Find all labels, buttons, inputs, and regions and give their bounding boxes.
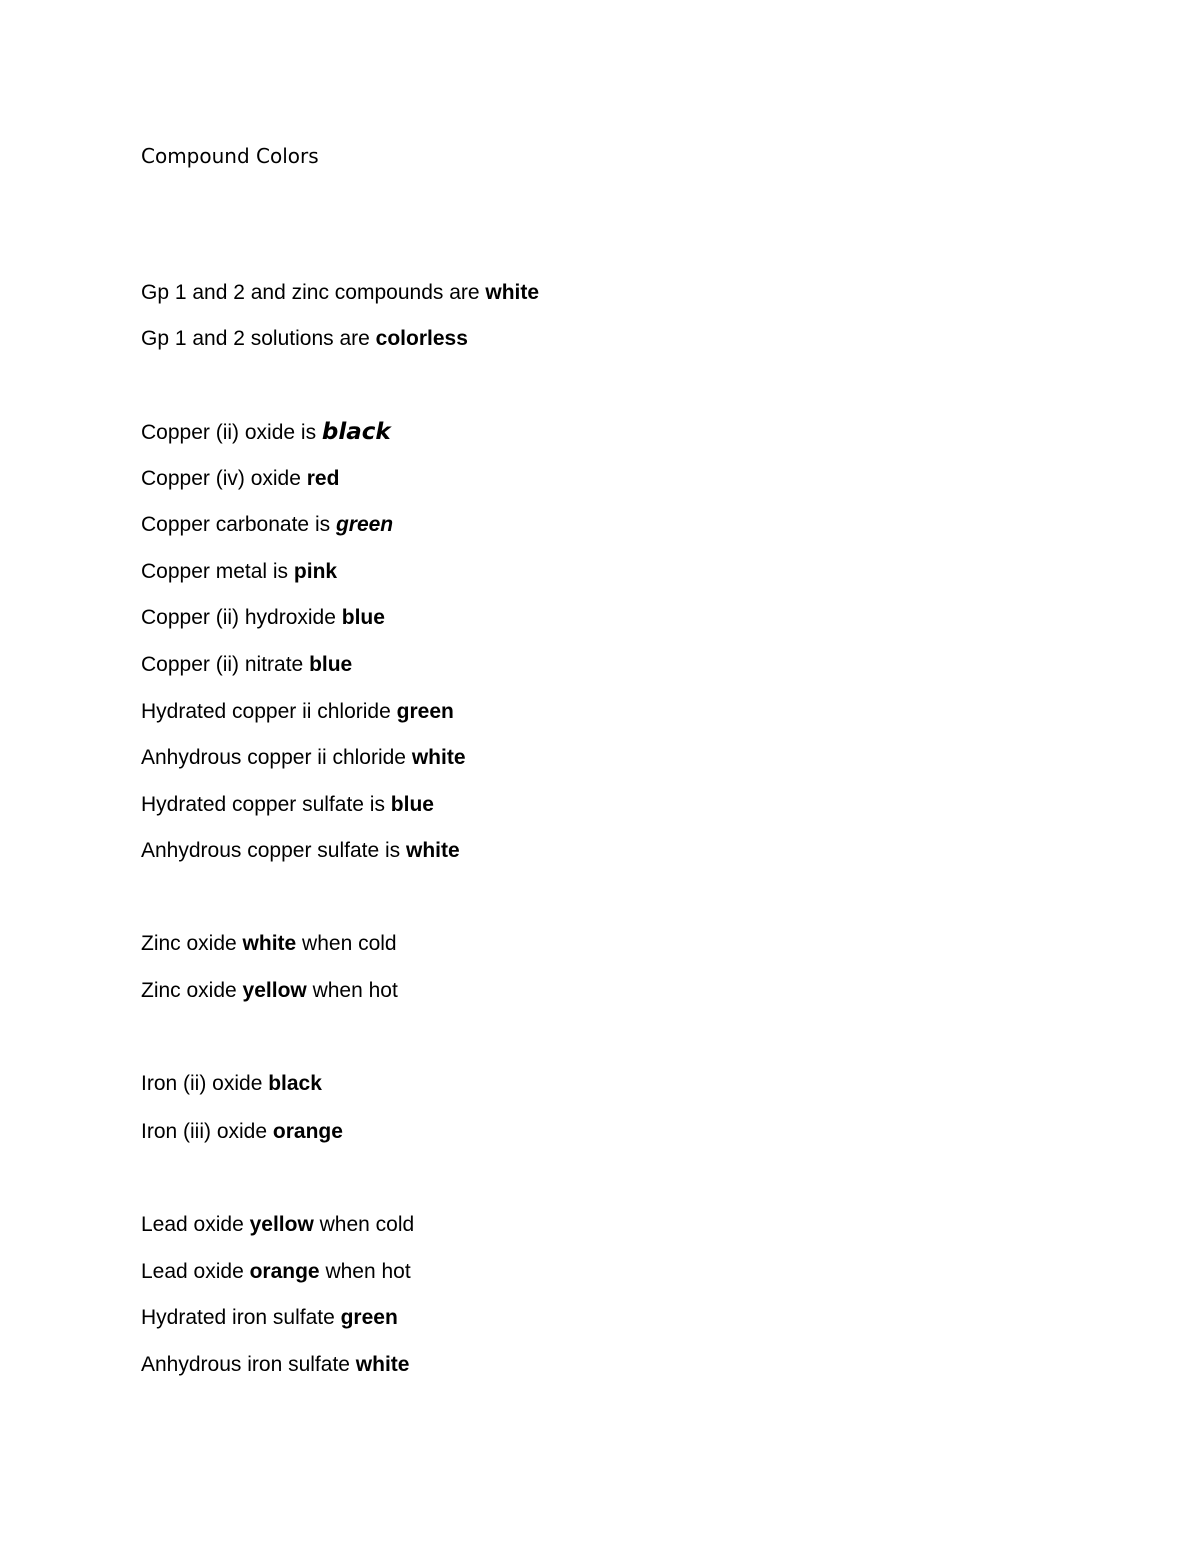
line-text: Copper carbonate is [141, 513, 336, 536]
color-word: white [355, 1353, 410, 1376]
line-text: Copper (ii) oxide is [141, 421, 322, 444]
text-line [141, 1351, 409, 1379]
line-text: Gp 1 and 2 solutions are [141, 327, 376, 350]
text-line [141, 1211, 414, 1239]
color-word: pink [293, 560, 338, 583]
text-line [141, 1070, 322, 1098]
color-word: black [268, 1072, 322, 1095]
color-word: green [396, 700, 454, 723]
color-word: orange [272, 1120, 343, 1143]
text-line [141, 325, 468, 353]
line-text: Lead oxide [141, 1213, 250, 1236]
text-line [141, 837, 460, 865]
line-text: Hydrated iron sulfate [141, 1306, 341, 1329]
text-line [141, 1258, 411, 1286]
text-line [141, 977, 398, 1005]
color-word: yellow [242, 979, 307, 1002]
color-word: green [335, 513, 394, 536]
line-text: Zinc oxide [141, 932, 243, 955]
line-text: Copper metal is [141, 560, 294, 583]
line-text: Iron (iii) oxide [141, 1120, 273, 1143]
line-text: Gp 1 and 2 and zinc compounds are [141, 281, 486, 304]
color-word: yellow [249, 1213, 314, 1236]
text-line [141, 1118, 343, 1146]
color-word: green [340, 1306, 398, 1329]
text-line [141, 1304, 398, 1332]
text-line [141, 698, 454, 726]
line-suffix: when cold [296, 932, 397, 955]
line-text: Anhydrous copper sulfate is [141, 839, 406, 862]
line-text: Iron (ii) oxide [141, 1072, 269, 1095]
text-line [141, 744, 466, 772]
text-line [141, 465, 339, 493]
text-line [141, 279, 539, 307]
line-text: Zinc oxide [141, 979, 243, 1002]
text-line [141, 791, 434, 819]
document-title: Compound Colors [141, 144, 319, 168]
color-word: orange [249, 1260, 320, 1283]
color-word: red [306, 467, 340, 490]
text-line [141, 558, 337, 586]
line-suffix: when cold [313, 1213, 415, 1236]
color-word: black [321, 419, 391, 445]
color-word: white [411, 746, 466, 769]
color-word: blue [390, 793, 434, 816]
text-line [141, 604, 385, 632]
color-word: white [242, 932, 297, 955]
line-text: Anhydrous iron sulfate [141, 1353, 356, 1376]
color-word: blue [341, 606, 385, 629]
line-text: Hydrated copper sulfate is [141, 793, 391, 816]
line-suffix: when hot [319, 1260, 411, 1283]
text-line [141, 651, 352, 679]
line-text: Copper (ii) nitrate [141, 653, 310, 676]
text-line [141, 418, 391, 447]
color-word: white [405, 839, 460, 862]
line-text: Lead oxide [141, 1260, 250, 1283]
color-word: white [485, 281, 540, 304]
line-text: Copper (iv) oxide [141, 467, 307, 490]
line-text: Copper (ii) hydroxide [141, 606, 342, 629]
line-text: Anhydrous copper ii chloride [141, 746, 412, 769]
text-line [141, 930, 397, 958]
color-word: colorless [375, 327, 468, 350]
text-line [141, 511, 393, 539]
line-text: Hydrated copper ii chloride [141, 700, 397, 723]
color-word: blue [309, 653, 353, 676]
line-suffix: when hot [306, 979, 398, 1002]
